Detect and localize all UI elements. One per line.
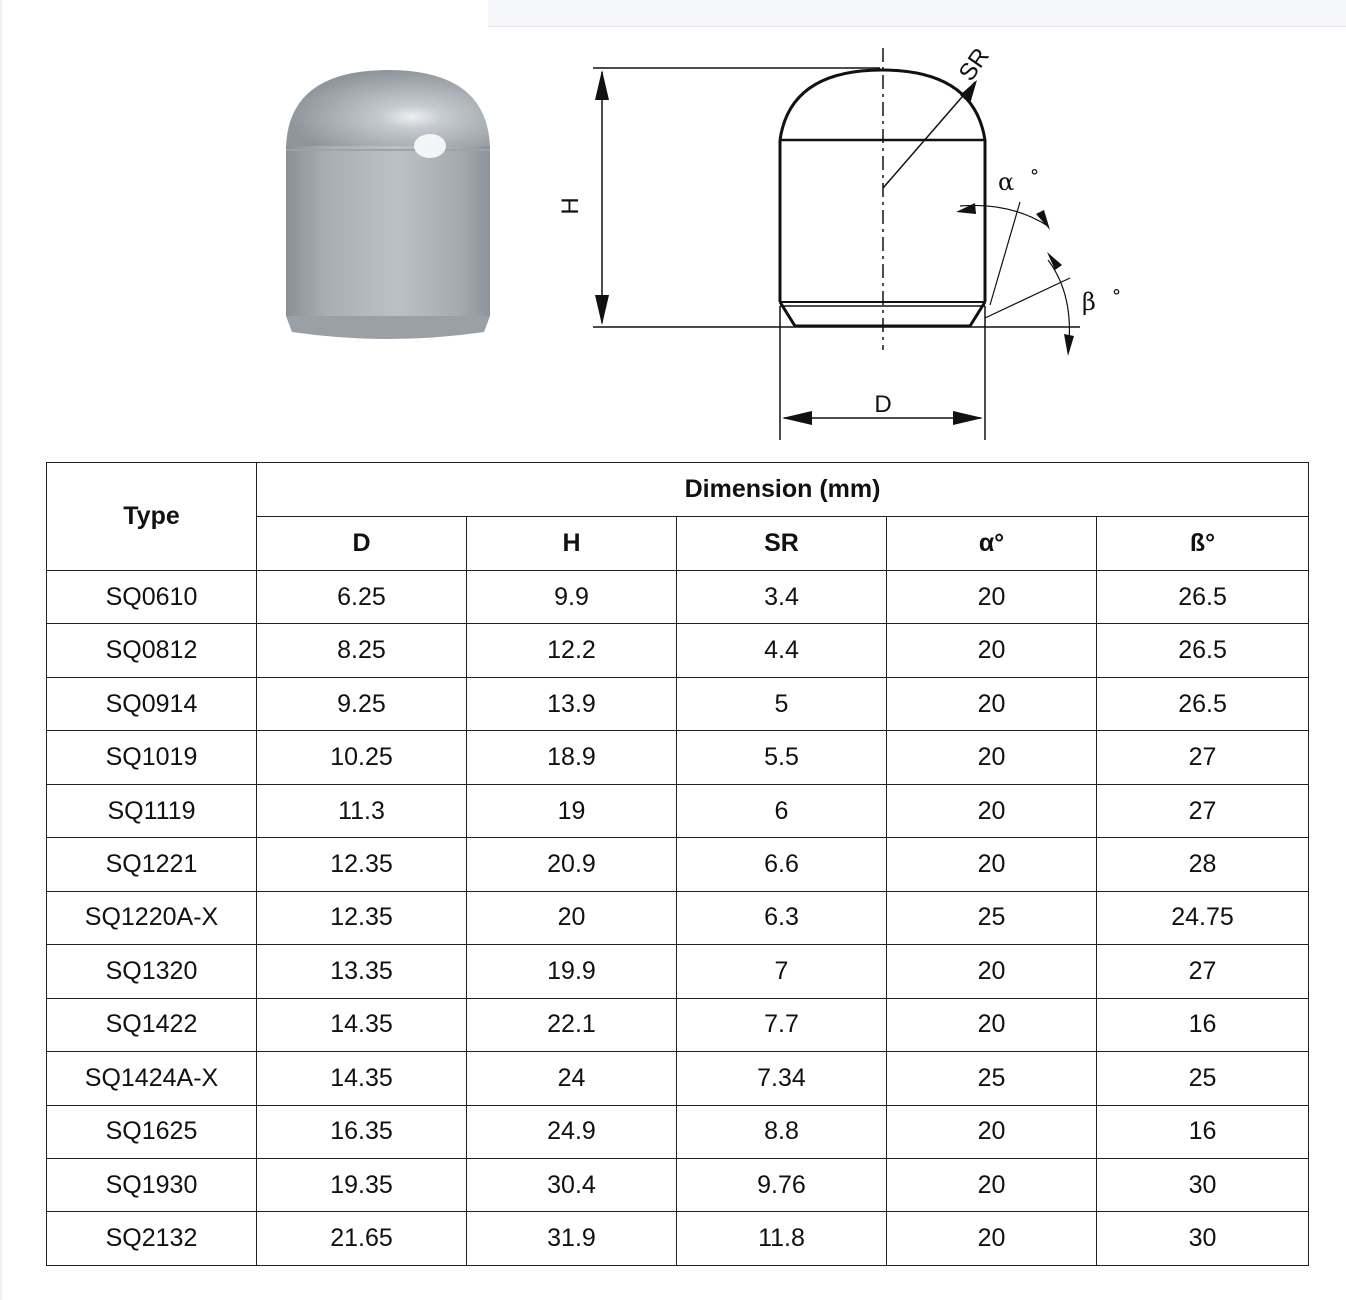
type-cell: SQ1930	[47, 1158, 257, 1211]
label-d: D	[874, 391, 892, 418]
sr-cell: 6.3	[677, 891, 887, 944]
table-row	[47, 998, 1309, 1051]
h-cell: 18.9	[467, 731, 677, 784]
beta-cell: 27	[1097, 731, 1309, 784]
sr-cell: 9.76	[677, 1158, 887, 1211]
beta-cell: 26.5	[1097, 571, 1309, 624]
h-cell: 9.9	[467, 571, 677, 624]
d-cell: 6.25	[257, 571, 467, 624]
type-cell: SQ1320	[47, 945, 257, 998]
h-cell: 19	[467, 784, 677, 837]
type-cell: SQ1424A-X	[47, 1052, 257, 1105]
label-sr: SR	[953, 43, 995, 87]
beta-cell: 26.5	[1097, 677, 1309, 730]
sr-cell: 5	[677, 677, 887, 730]
beta-degree: °	[1112, 286, 1121, 307]
h-cell: 24.9	[467, 1105, 677, 1158]
table-row	[47, 731, 1309, 784]
table-row	[47, 1105, 1309, 1158]
d-cell: 13.35	[257, 945, 467, 998]
type-cell: SQ1220A-X	[47, 891, 257, 944]
sr-cell: 7.34	[677, 1052, 887, 1105]
h-cell: 13.9	[467, 677, 677, 730]
column-header-h: H	[467, 517, 677, 571]
h-cell: 24	[467, 1052, 677, 1105]
beta-cell: 24.75	[1097, 891, 1309, 944]
table-row	[47, 784, 1309, 837]
button-bit-photo	[270, 70, 510, 360]
h-cell: 30.4	[467, 1158, 677, 1211]
sr-cell: 8.8	[677, 1105, 887, 1158]
spec-table	[46, 462, 1309, 1266]
beta-cell: 26.5	[1097, 624, 1309, 677]
alpha-cell: 20	[887, 624, 1097, 677]
alpha-cell: 20	[887, 945, 1097, 998]
label-h: H	[557, 197, 584, 215]
alpha-cell: 20	[887, 731, 1097, 784]
alpha-cell: 25	[887, 1052, 1097, 1105]
beta-cell: 16	[1097, 998, 1309, 1051]
alpha-cell: 25	[887, 891, 1097, 944]
alpha-cell: 20	[887, 1212, 1097, 1266]
dimension-header: Dimension (mm)	[257, 463, 1309, 517]
h-cell: 12.2	[467, 624, 677, 677]
column-header-alpha: α°	[887, 517, 1097, 571]
table-row	[47, 624, 1309, 677]
beta-cell: 27	[1097, 784, 1309, 837]
d-cell: 14.35	[257, 1052, 467, 1105]
alpha-degree: °	[1030, 166, 1039, 187]
table-row	[47, 838, 1309, 891]
d-cell: 12.35	[257, 891, 467, 944]
beta-cell: 16	[1097, 1105, 1309, 1158]
type-cell: SQ0812	[47, 624, 257, 677]
beta-cell: 30	[1097, 1158, 1309, 1211]
type-header: Type	[47, 463, 257, 571]
beta-cell: 27	[1097, 945, 1309, 998]
alpha-cell: 20	[887, 677, 1097, 730]
alpha-cell: 20	[887, 998, 1097, 1051]
h-cell: 22.1	[467, 998, 677, 1051]
d-cell: 10.25	[257, 731, 467, 784]
d-cell: 11.3	[257, 784, 467, 837]
h-cell: 19.9	[467, 945, 677, 998]
column-header-d: D	[257, 517, 467, 571]
dimension-drawing	[540, 30, 1160, 450]
type-cell: SQ1221	[47, 838, 257, 891]
d-cell: 14.35	[257, 998, 467, 1051]
alpha-cell: 20	[887, 1105, 1097, 1158]
column-header-beta: ß°	[1097, 517, 1309, 571]
table-row	[47, 945, 1309, 998]
beta-cell: 25	[1097, 1052, 1309, 1105]
sr-cell: 6.6	[677, 838, 887, 891]
alpha-cell: 20	[887, 1158, 1097, 1211]
h-cell: 20.9	[467, 838, 677, 891]
d-cell: 9.25	[257, 677, 467, 730]
spec-table-body	[47, 571, 1309, 1266]
table-row	[47, 1158, 1309, 1211]
column-header-sr: SR	[677, 517, 887, 571]
type-cell: SQ2132	[47, 1212, 257, 1266]
left-edge	[0, 0, 2, 1300]
alpha-cell: 20	[887, 784, 1097, 837]
sr-cell: 3.4	[677, 571, 887, 624]
beta-cell: 30	[1097, 1212, 1309, 1266]
sr-cell: 6	[677, 784, 887, 837]
table-row	[47, 1052, 1309, 1105]
top-band	[488, 0, 1346, 27]
sr-cell: 4.4	[677, 624, 887, 677]
type-cell: SQ1422	[47, 998, 257, 1051]
alpha-cell: 20	[887, 571, 1097, 624]
label-beta: β	[1082, 288, 1096, 316]
type-cell: SQ1625	[47, 1105, 257, 1158]
sr-cell: 5.5	[677, 731, 887, 784]
table-row	[47, 1212, 1309, 1266]
sr-cell: 7.7	[677, 998, 887, 1051]
type-cell: SQ1019	[47, 731, 257, 784]
d-cell: 12.35	[257, 838, 467, 891]
d-cell: 19.35	[257, 1158, 467, 1211]
type-cell: SQ0610	[47, 571, 257, 624]
h-cell: 31.9	[467, 1212, 677, 1266]
d-cell: 8.25	[257, 624, 467, 677]
d-cell: 21.65	[257, 1212, 467, 1266]
sr-cell: 7	[677, 945, 887, 998]
sr-cell: 11.8	[677, 1212, 887, 1266]
type-cell: SQ1119	[47, 784, 257, 837]
table-row	[47, 571, 1309, 624]
table-row	[47, 891, 1309, 944]
label-alpha: α	[998, 168, 1015, 196]
h-cell: 20	[467, 891, 677, 944]
d-cell: 16.35	[257, 1105, 467, 1158]
table-row	[47, 677, 1309, 730]
alpha-cell: 20	[887, 838, 1097, 891]
type-cell: SQ0914	[47, 677, 257, 730]
beta-cell: 28	[1097, 838, 1309, 891]
